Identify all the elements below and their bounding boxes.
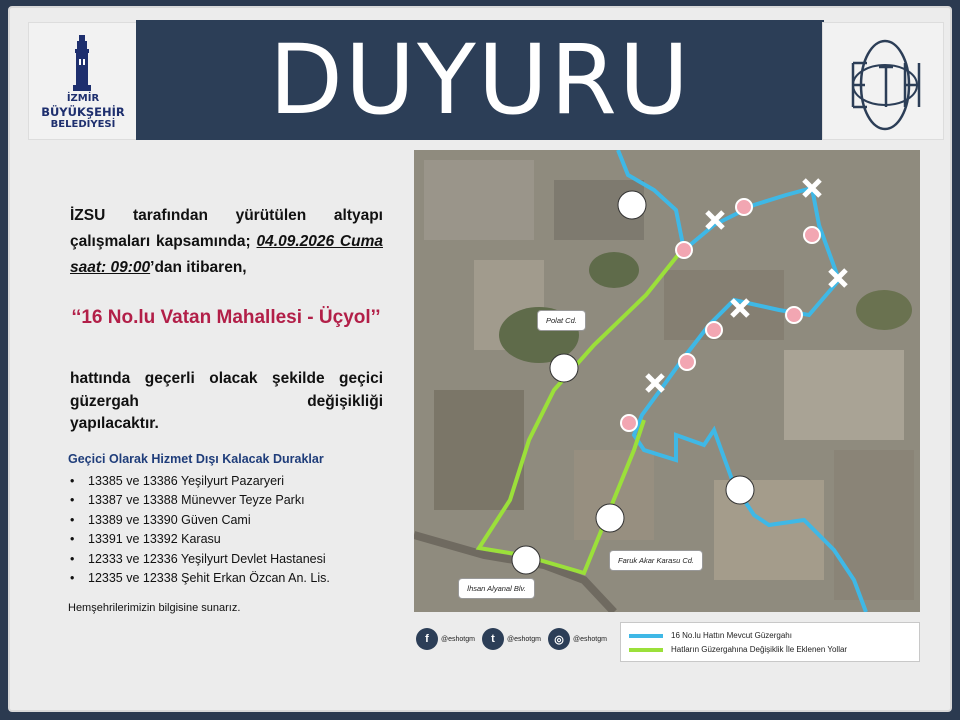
- legend-added: [629, 645, 847, 654]
- social-handle: @eshotgm: [573, 635, 607, 643]
- twitter-icon: t: [482, 628, 504, 650]
- legend-label-current: 16 No.lu Hattın Mevcut Güzergahı: [671, 631, 792, 640]
- instagram-icon: ◎: [548, 628, 570, 650]
- list-item: • 13385 ve 13386 Yeşilyurt Pazaryeri: [68, 472, 330, 491]
- map-canvas: [414, 150, 920, 612]
- street-label-polat: Polat Cd.: [537, 310, 586, 331]
- stops-list: [68, 472, 330, 588]
- eshot-monogram-icon: [823, 23, 945, 141]
- social-twitter[interactable]: [482, 626, 541, 652]
- legend-swatch-added: [629, 648, 663, 652]
- eshot-logo: [822, 22, 944, 140]
- social-handle: @eshotgm: [441, 635, 475, 643]
- footer-note: Hemşehrilerimizin bilgisine sunarız.: [68, 602, 241, 614]
- facebook-icon: f: [416, 628, 438, 650]
- stops-title: Geçici Olarak Hizmet Dışı Kalacak Duraklar: [68, 452, 324, 466]
- social-facebook[interactable]: [416, 626, 475, 652]
- logo-line-buyuksehir: BÜYÜKŞEHİR: [41, 105, 125, 119]
- list-item: • 13391 ve 13392 Karasu: [68, 530, 330, 549]
- list-item: • 13389 ve 13390 Güven Cami: [68, 511, 330, 530]
- title-banner: [136, 20, 824, 140]
- intro-text: İZSU tarafından yürütülen altyapı çalışmaları kapsamında;: [70, 207, 383, 250]
- notice-change: [70, 368, 383, 436]
- logo-line-belediyesi: BELEDİYESİ: [50, 119, 116, 130]
- street-label-ihsan: İhsan Alyanal Blv.: [458, 578, 535, 599]
- page-title: DUYURU: [268, 24, 692, 136]
- change-text-end: yapılacaktır.: [70, 415, 159, 432]
- izmir-municipality-logo: [28, 22, 138, 140]
- logo-line-izmir: İZMİR: [66, 93, 100, 104]
- notice-frame: [8, 6, 952, 712]
- legend-swatch-current: [629, 634, 663, 638]
- street-label-faruk: Faruk Akar Karasu Cd.: [609, 550, 703, 571]
- map-legend: [620, 622, 920, 662]
- legend-current: [629, 631, 792, 640]
- effective-date: 04.09.2026 Cuma saat: 09:00: [70, 233, 383, 276]
- list-item: • 12335 ve 12338 Şehit Erkan Özcan An. Lis.: [68, 569, 330, 588]
- list-item: • 13387 ve 13388 Münevver Teyze Parkı: [68, 491, 330, 510]
- date-suffix: ’dan itibaren,: [150, 259, 247, 276]
- social-instagram[interactable]: [548, 626, 607, 652]
- route-map: [414, 150, 920, 612]
- route-name: ‘‘16 No.lu Vatan Mahallesi - Üçyol’’: [71, 307, 381, 328]
- legend-label-added: Hatların Güzergahına Değişiklik İle Eklenen Yollar: [671, 645, 848, 654]
- notice-intro: [70, 203, 383, 281]
- list-item: • 12333 ve 12336 Yeşilyurt Devlet Hastanesi: [68, 550, 330, 569]
- social-handle: @eshotgm: [507, 635, 541, 643]
- change-text: hattında geçerli olacak şekilde geçici güzergah değişikliği: [70, 370, 383, 410]
